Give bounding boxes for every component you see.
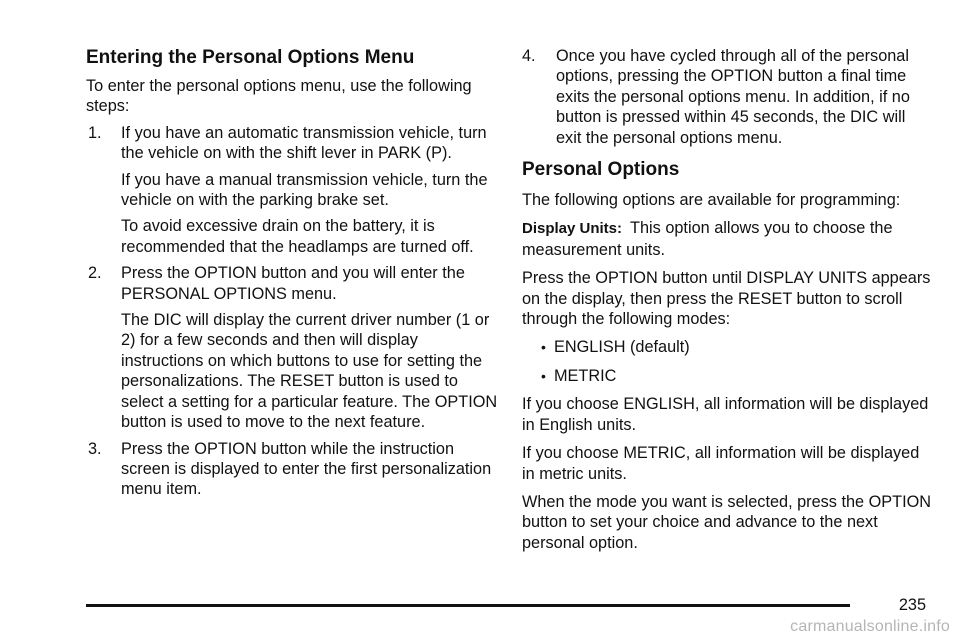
step-number: 1. [88,123,102,142]
step-item-2 [88,263,498,432]
footer-rule [86,604,850,607]
selection-paragraph: When the mode you want is selected, press the OPTION button to set your choice and advance to the next personal option. [522,492,932,552]
step-number: 4. [522,47,536,65]
step-paragraph: Press the OPTION button and you will enter the PERSONAL OPTIONS menu. [121,264,465,303]
options-intro-paragraph: The following options are available for programming: [522,191,901,210]
display-units-term: Display Units: [522,220,623,238]
step-number: 2. [88,264,102,283]
step-paragraph: Press the OPTION button while the instruction screen is displayed to enter the first personalization menu item. [121,439,492,499]
step-paragraph: If you have a manual transmission vehicle, turn the vehicle on with the parking brake set. [121,170,488,210]
mode-item-english [522,337,932,357]
step-paragraph: If you have an automatic transmission vehicle, turn the vehicle on with the shift lever in PARK (P). [121,123,487,163]
page-number: 235 [898,596,926,614]
left-column [86,46,498,506]
step-paragraph: To avoid excessive drain on the battery, it is recommended that the headlamps are turned off. [121,217,474,256]
steps-list-continued [522,46,932,148]
watermark: carmanualsonline.info [790,618,950,635]
mode-label: METRIC [554,366,617,385]
display-units-description: This option allows you to choose the measurement units. [522,219,893,259]
bullet-icon: • [541,367,546,384]
modes-list [522,337,932,386]
intro-paragraph: To enter the personal options menu, use the following steps: [86,77,472,116]
display-units-paragraph [522,218,932,260]
mode-item-metric [522,366,932,386]
step-paragraph: The DIC will display the current driver number (1 or 2) for a few seconds and then will display instructions on which buttons to use for setting the personalizations. The RESET button is used to select a setting for a particular feature. The OPTION button is used to move to the next feature. [121,311,498,432]
section-heading-entering-menu: Entering the Personal Options Menu [86,47,415,68]
english-paragraph: If you choose ENGLISH, all information will be displayed in English units. [522,395,929,434]
step-item-1 [88,123,498,257]
display-units-instructions: Press the OPTION button until DISPLAY UNITS appears on the display, then press the RESET button to scroll through the following modes: [522,269,931,329]
bullet-icon: • [541,339,546,356]
metric-paragraph: If you choose METRIC, all information will be displayed in metric units. [522,444,920,483]
step-paragraph: Once you have cycled through all of the personal options, pressing the OPTION button a final time exits the personal options menu. In addition, if no button is pressed within 45 seconds, the DIC will exit the personal options menu. [556,47,910,147]
step-item-3 [88,439,498,500]
mode-label: ENGLISH (default) [554,338,690,357]
section-heading-personal-options: Personal Options [522,159,680,181]
steps-list [88,123,498,500]
step-item-4 [522,46,932,148]
step-number: 3. [88,439,102,458]
right-column [522,46,932,553]
